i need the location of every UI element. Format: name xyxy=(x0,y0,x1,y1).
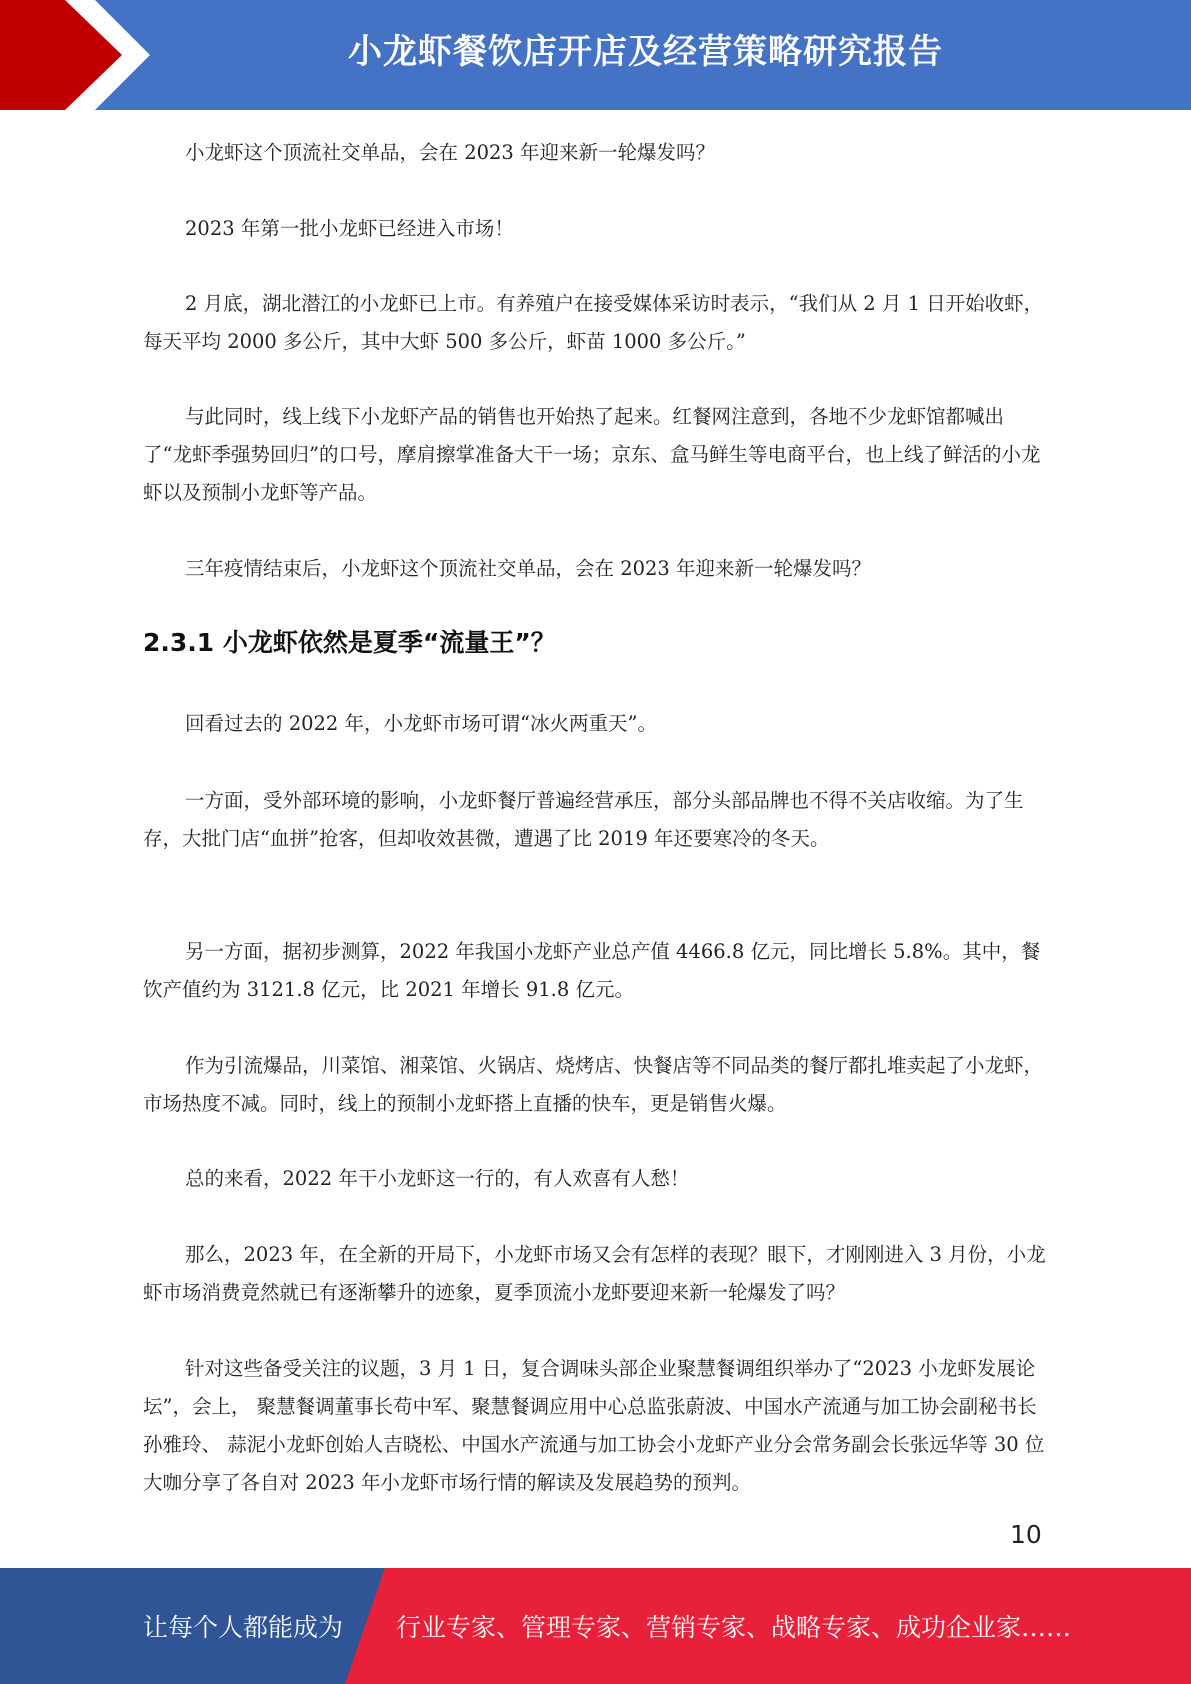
paragraph: 针对这些备受关注的议题，3 月 1 日，复合调味头部企业聚慧餐调组织举办了“2023 小龙虾发展论坛”，会上， 聚慧餐调董事长苟中军、聚慧餐调应用中心总监张蔚波、中国水产流通与加工协会副秘书长孙雅玲、 蒜泥小龙虾创始人吉晓松、中国水产流通与加工协会小龙虾产业分会常务副会长张远华等 30 位大咖分享了各自对 2023 年小龙虾市场行情的解读及发展趋势的预判。 xyxy=(143,1357,1045,1494)
header-band xyxy=(0,0,1191,110)
section-heading: 2.3.1 小龙虾依然是夏季“流量王”？ xyxy=(143,628,556,657)
paragraph: 作为引流爆品，川菜馆、湘菜馆、火锅店、烧烤店、快餐店等不同品类的餐厅都扎堆卖起了小龙虾，市场热度不减。同时，线上的预制小龙虾搭上直播的快车，更是销售火爆。 xyxy=(143,1054,1044,1115)
paragraph: 回看过去的 2022 年，小龙虾市场可谓“冰火两重天”。 xyxy=(185,712,657,735)
paragraph: 总的来看，2022 年干小龙虾这一行的，有人欢喜有人愁！ xyxy=(185,1167,690,1190)
paragraph: 2023 年第一批小龙虾已经进入市场！ xyxy=(185,217,514,240)
footer-slogan-right: 行业专家、管理专家、营销专家、战略专家、成功企业家…… xyxy=(396,1613,1072,1642)
paragraph: 一方面，受外部环境的影响，小龙虾餐厅普遍经营承压，部分头部品牌也不得不关店收缩。为了生存，大批门店“血拼”抢客，但却收效甚微，遭遇了比 2019 年还要寒冷的冬天。 xyxy=(143,789,1024,850)
paragraph: 2 月底，湖北潜江的小龙虾已上市。有养殖户在接受媒体采访时表示，“我们从 2 月 1 日开始收虾，每天平均 2000 多公斤，其中大虾 500 多公斤，虾苗 1000 多公斤。” xyxy=(143,292,1044,353)
header-arrow-decoration xyxy=(0,0,160,110)
paragraph: 与此同时，线上线下小龙虾产品的销售也开始热了起来。红餐网注意到，各地不少龙虾馆都喊出了“龙虾季强势回归”的口号，摩肩擦掌准备大干一场；京东、盒马鲜生等电商平台，也上线了鲜活的小龙虾以及预制小龙虾等产品。 xyxy=(143,405,1041,504)
footer-slogan-left: 让每个人都能成为 xyxy=(143,1613,344,1642)
page-number: 10 xyxy=(1010,1520,1042,1549)
paragraph: 另一方面，据初步测算，2022 年我国小龙虾产业总产值 4466.8 亿元，同比增长 5.8%。其中，餐饮产值约为 3121.8 亿元，比 2021 年增长 91.8 亿元。 xyxy=(143,940,1041,1001)
paragraph: 小龙虾这个顶流社交单品，会在 2023 年迎来新一轮爆发吗？ xyxy=(185,141,716,164)
paragraph: 三年疫情结束后，小龙虾这个顶流社交单品，会在 2023 年迎来新一轮爆发吗？ xyxy=(185,557,872,580)
paragraph: 那么，2023 年，在全新的开局下，小龙虾市场又会有怎样的表现？眼下，才刚刚进入 3 月份，小龙虾市场消费竟然就已有逐渐攀升的迹象，夏季顶流小龙虾要迎来新一轮爆发了吗？ xyxy=(143,1243,1046,1304)
document-title: 小龙虾餐饮店开店及经营策略研究报告 xyxy=(348,32,943,72)
